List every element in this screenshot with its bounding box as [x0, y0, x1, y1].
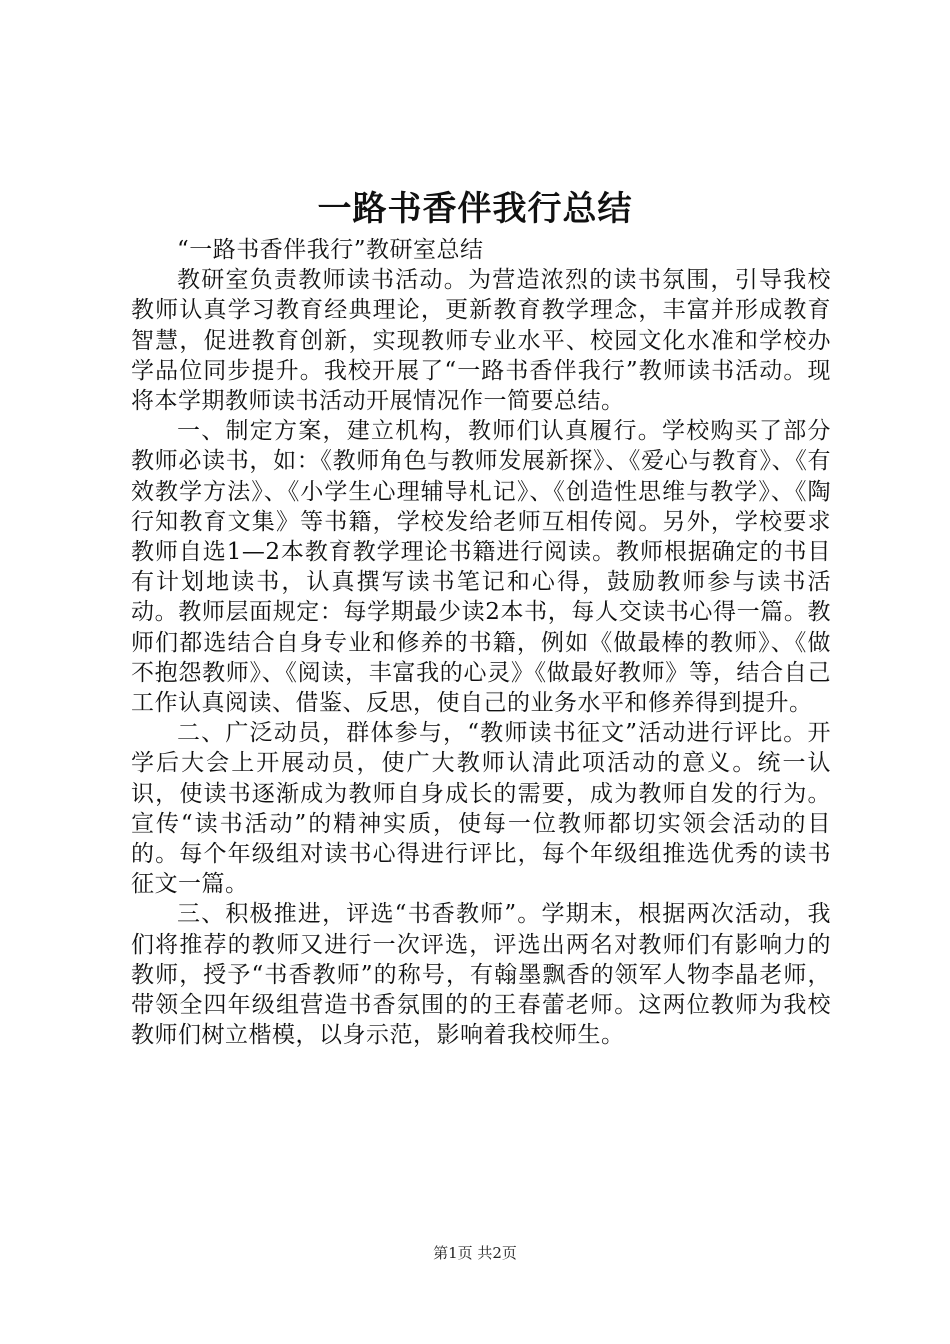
section-two-paragraph: 二、广泛动员，群体参与，“教师读书征文”活动进行评比。开学后大会上开展动员，使广大教师认清此项活动的意义。统一认识，使读书逐渐成为教师自身成长的需要，成为教师自发的行为。宣传“读书活动”的精神实质，使每一位教师都切实领会活动的目的。每个年级组对读书心得进行评比，每个年级组推选优秀的读书征文一篇。: [131, 720, 831, 898]
section-three-paragraph: 三、积极推进，评选“书香教师”。学期末，根据两次活动，我们将推荐的教师又进行一次评选，评选出两名对教师们有影响力的教师，授予“书香教师”的称号，有翰墨飘香的领军人物李晶老师，带领全四年级组营造书香氛围的的王春蕾老师。这两位教师为我校教师们树立楷模，以身示范，影响着我校师生。: [131, 901, 831, 1049]
page-footer: 第1页 共2页: [433, 1244, 517, 1262]
section-one-paragraph: 一、制定方案，建立机构，教师们认真履行。学校购买了部分教师必读书，如：《教师角色与教师发展新探》、《爱心与教育》、《有效教学方法》、《小学生心理辅导札记》、《创造性思维与教学》、《陶行知教育文集》等书籍，学校发给老师互相传阅。另外，学校要求教师自选1—2本教育教学理论书籍进行阅读。教师根据确定的书目有计划地读书，认真撰写读书笔记和心得，鼓励教师参与读书活动。教师层面规定：每学期最少读2本书，每人交读书心得一篇。教师们都选结合自身专业和修养的书籍，例如《做最棒的教师》、《做不抱怨教师》、《阅读，丰富我的心灵》《做最好教师》等，结合自己工作认真阅读、借鉴、反思，使自己的业务水平和修养得到提升。: [131, 418, 831, 717]
document-body: [131, 235, 831, 1050]
intro-paragraph: 教研室负责教师读书活动。为营造浓烈的读书氛围，引导我校教师认真学习教育经典理论，更新教育教学理念，丰富并形成教育智慧，促进教育创新，实现教师专业水平、校园文化水准和学校办学品位同步提升。我校开展了“一路书香伴我行”教师读书活动。现将本学期教师读书活动开展情况作一简要总结。: [131, 267, 831, 415]
document-title: 一路书香伴我行总结: [317, 189, 633, 229]
subtitle-paragraph: “一路书香伴我行”教研室总结: [177, 237, 484, 263]
